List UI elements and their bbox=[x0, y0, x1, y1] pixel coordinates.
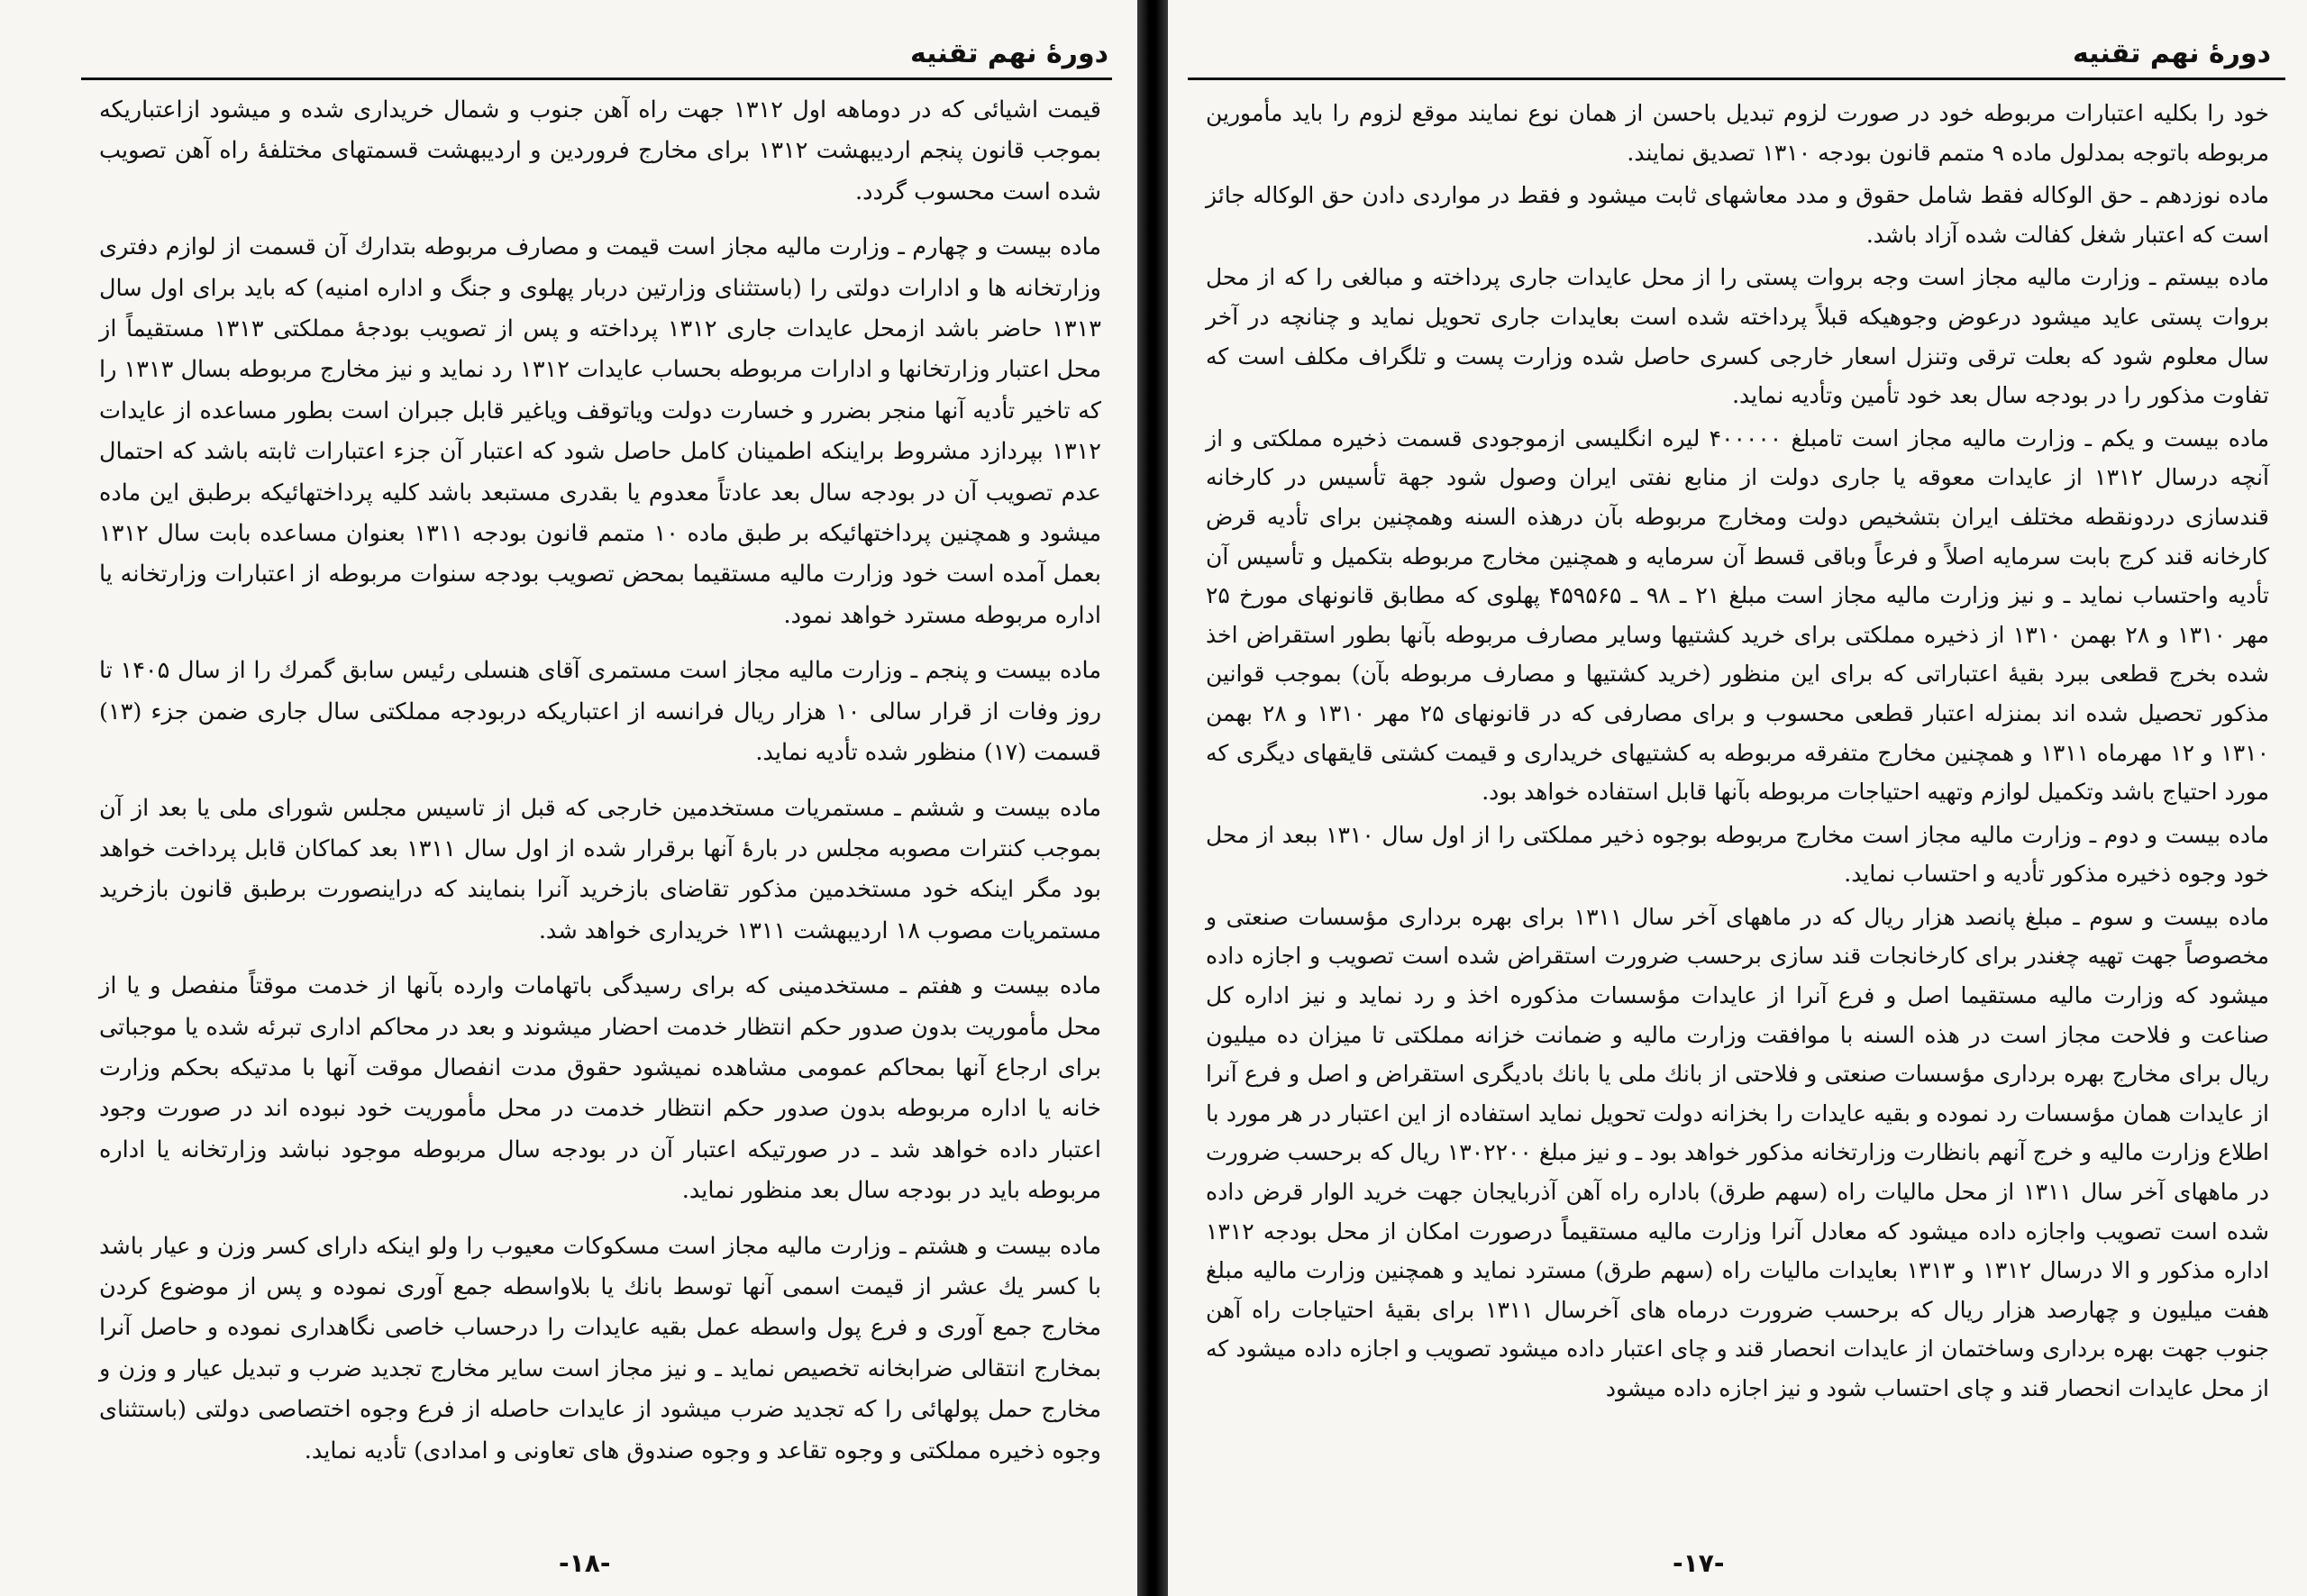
header-rule bbox=[81, 78, 1112, 80]
left-page bbox=[0, 0, 1137, 1596]
body-text bbox=[99, 90, 1101, 1486]
paragraph: ماده بیست و ششم ـ مستمریات مستخدمین خارجی که قبل از تاسیس مجلس شورای ملی یا بعد از آن بموجب کنترات مصوبه مجلس در بارهٔ آنها برقرار شده از اول سال ۱۳۱۱ بعد کماکان قابل پرداخت خواهد بود مگر اینکه خود مستخدمین مذکور تقاضای بازخرید آنرا بنمایند که دراینصورت برطبق قانون بازخرید مستمریات مصوب ۱۸ اردیبهشت ۱۳۱۱ خریداری خواهد شد. bbox=[99, 794, 1101, 944]
body-text bbox=[1206, 94, 2269, 1412]
paragraph: ماده بیست و چهارم ـ وزارت مالیه مجاز است قیمت و مصارف مربوطه بتدارك آن قسمت از لوازم دفتری وزارتخانه ها و ادارات دولتی را (باستثنای وزارتین دربار پهلوی و جنگ و اداره امنیه) که باید برای اول سال ۱۳۱۳ حاضر باشد ازمحل عایدات جاری ۱۳۱۲ پرداخته و پس از تصویب بودجهٔ مملکتی ۱۳۱۳ مستقیماً از محل اعتبار وزارتخانها و ادارات مربوطه بحساب عایدات ۱۳۱۲ رد نماید و نیز مخارج مربوطه بسال ۱۳۱۳ را که تاخیر تأدیه آنها منجر بضرر و خسارت دولت ویاتوقف ویاغیر قابل جبران است بطور مساعده از عایدات ۱۳۱۲ بپردازد مشروط براینکه اطمینان کامل حاصل شود که اعتبار آن جزء اعتبارات ثابته باشد که احتمال عدم تصویب آن در بودجه سال بعد عادتاً معدوم یا بقدری مستبعد باشد کلیه پرداختهائیکه برطبق این ماده میشود و همچنین پرداختهائیکه بر طبق ماده ۱۰ متمم قانون بودجه ۱۳۱۱ بعنوان مساعده بابت سال ۱۳۱۲ بعمل آمده است خود وزارت مالیه مستقیما بمحض تصویب بودجه سنوات مربوطه از اعتبارات وزارتخانه یا اداره مربوطه مسترد خواهد نمود. bbox=[99, 233, 1102, 629]
paragraph: ماده بیست و هفتم ـ مستخدمینی که برای رسیدگی باتهامات وارده بآنها از خدمت موقتاً منفصل و یا از محل مأموریت بدون صدور حکم انتظار خدمت احضار میشوند و بعد در محاکم اداری تبرئه شده یا موجباتی برای ارجاع آنها بمحاکم عمومی مشاهده نمیشود حقوق مدت انفصال موقت آنها با مدتیکه بحکم وزارت خانه یا اداره مربوطه بدون صدور حکم انتظار خدمت در محل مأموریت خود نبوده اند در صورت وجود اعتبار داده خواهد شد ـ در صورتیکه اعتبار آن در بودجه سال مربوطه موجود نباشد وزارتخانه یا اداره مربوطه باید در بودجه سال بعد منظور نماید. bbox=[99, 972, 1101, 1205]
header-rule bbox=[1188, 78, 2285, 80]
running-head: دورهٔ نهم تقنیه bbox=[2072, 38, 2271, 69]
page-number: -۱۸- bbox=[559, 1548, 611, 1578]
paragraph: ماده بیستم ـ وزارت مالیه مجاز است وجه بروات پستی را از محل عایدات جاری پرداخته و مبالغی را که از محل بروات پستی عاید میشود درعوض وجوهیکه قبلاً پرداخته شده است بعایدات جاری تحویل نماید و چنانچه در آخر سال معلوم شود که بعلت ترقی وتنزل اسعار خارجی کسری حاصل شده وزارت پست و تلگراف مکلف است که تفاوت مذکور را در بودجه سال بعد خود تأمین وتأدیه نماید. bbox=[1206, 264, 2269, 409]
book-gutter bbox=[1137, 0, 1168, 1596]
paragraph: ماده بیست و سوم ـ مبلغ پانصد هزار ریال که در ماههای آخر سال ۱۳۱۱ برای بهره برداری مؤسسات صنعتی و مخصوصاً جهت تهیه چغندر برای کارخانجات قند سازی برحسب ضرورت استقراض شده است تصویب و اجازه داده میشود که وزارت مالیه مستقیما اصل و فرع آنرا از عایدات مؤسسات مذکوره اخذ و رد نماید و نیز اداره کل صناعت و فلاحت مجاز است در هذه السنه با موافقت وزارت مالیه و ضمانت خزانه مملکتی تا میزان ده میلیون ریال برای مخارج بهره برداری مؤسسات صنعتی و فلاحتی از بانك ملی یا بانك بادیگری استقراض و اصل و فرع آنرا از عایدات همان مؤسسات رد نموده و بقیه عایدات را بخزانه دولت تحویل نماید استفاده از این اعتبار در هر مورد با اطلاع وزارت مالیه و خرج آنهم بانظارت وزارتخانه مذکور خواهد بود ـ و نیز مبلغ ۱۳۰۲۲۰۰ ریال که برحسب ضرورت در ماههای آخر سال ۱۳۱۱ از محل مالیات راه (سهم طرق) باداره راه آهن آذربایجان جهت خرید الوار قرض داده شده است تصویب واجازه داده میشود که معادل آنرا وزارت مالیه مستقیماً درصورت امکان از محل بودجه ۱۳۱۲ اداره مذکور و الا درسال ۱۳۱۲ و ۱۳۱۳ بعایدات مالیات راه (سهم طرق) مسترد نماید و همچنین وزارت مالیه مبلغ هفت میلیون و چهارصد هزار ریال که برحسب ضرورت درماه های آخرسال ۱۳۱۱ برای بقیهٔ احتیاجات راه آهن جنوب جهت بهره برداری وساختمان از عایدات انحصار قند و چای اعتبار داده میشود تصویب و اجازه داده میشود که از محل عایدات انحصار قند و چای احتساب شود و نیز اجازه داده میشود bbox=[1206, 903, 2270, 1401]
paragraph: ماده بیست و یکم ـ وزارت مالیه مجاز است تامبلغ ۴۰۰۰۰۰ لیره انگلیسی ازموجودی قسمت ذخیره مملکتی و از آنچه درسال ۱۳۱۲ از عایدات معوقه یا جاری دولت از منابع نفتی ایران وصول شود جهة تأسیس در کارخانه قندسازی دردونقطه مختلف ایران بتشخیص دولت ومخارج مربوطه بآن درهذه السنه وهمچنین برای تأدیه قرض کارخانه قند کرج بابت سرمایه اصلاً و فرعاً وباقی قسط آن سرمایه و همچنین مخارج مربوطه بتکمیل و تأسیس آن تأدیه واحتساب نماید ـ و نیز وزارت مالیه مجاز است مبلغ ۲۱ ـ ۹۸ ـ ۴۵۹۵۶۵ پهلوی که مطابق قانونهای مورخ ۲۵ مهر ۱۳۱۰ و ۲۸ بهمن ۱۳۱۰ از ذخیره مملکتی برای خرید کشتیها وسایر مصارف مربوطه بآنها بطور استقراض اخذ شده بخرج قطعی ببرد بقیهٔ اعتباراتی که برای این منظور (خرید کشتیها و مصارف مربوطه بآن) بموجب قوانین مذکور تحصیل شده اند بمنزله اعتبار قطعی محسوب و برای مصارفی که در قانونهای ۲۵ مهر ۱۳۱۰ و ۲۸ بهمن ۱۳۱۰ و ۱۲ مهرماه ۱۳۱۱ و همچنین مخارج متفرقه مربوطه به کشتیهای خریداری و قیمت کشتی قایقهای دیگری که مورد احتیاج باشد وتکمیل لوازم وتهیه احتیاجات مربوطه بآنها قابل استفاده خواهد بود. bbox=[1206, 424, 2270, 806]
right-page bbox=[1168, 0, 2307, 1596]
paragraph: ماده بیست و هشتم ـ وزارت مالیه مجاز است مسکوکات معیوب را ولو اینکه دارای کسر وزن و عیار باشد با کسر یك عشر از قیمت اسمی آنها توسط بانك یا بلاواسطه جمع آوری نموده و پس از موضوع کردن مخارج جمع آوری و فرع پول واسطه عمل بقیه عایدات را درحساب خاصی نگاهداری نموده و حاصل آنرا بمخارج انتقالی ضرابخانه تخصیص نماید ـ و نیز مجاز است سایر مخارج تجدید ضرب و تبدیل عیار و وزن و مخارج حمل پولهائی را که تجدید ضرب میشود از عایدات حاصله از فرع وجوه اختصاصی دولتی (باستثنای وجوه ذخیره مملکتی و وجوه تقاعد و وجوه صندوق های تعاونی و امدادی) تأدیه نماید. bbox=[99, 1232, 1101, 1464]
paragraph: ماده بیست و دوم ـ وزارت مالیه مجاز است مخارج مربوطه بوجوه ذخیر مملکتی را از اول سال ۱۳۱۰ ببعد از محل خود وجوه ذخیره مذکور تأدیه و احتساب نماید. bbox=[1206, 821, 2269, 888]
paragraph: قیمت اشیائی که در دوماهه اول ۱۳۱۲ جهت راه آهن جنوب و شمال خریداری شده و میشود ازاعتباریکه بموجب قانون پنجم اردیبهشت ۱۳۱۲ برای مخارج فروردین و اردیبهشت قسمتهای مختلفهٔ راه آهن تصویب شده است محسوب گردد. bbox=[99, 96, 1101, 205]
paragraph: خود را بکلیه اعتبارات مربوطه خود در صورت لزوم تبدیل باحسن از همان نوع نمایند موقع لزوم را باید مأمورین مربوطه باتوجه بمدلول ماده ۹ متمم قانون بودجه ۱۳۱۰ تصدیق نمایند. bbox=[1206, 100, 2269, 166]
page-number: -۱۷- bbox=[1673, 1548, 1725, 1578]
paragraph: ماده بیست و پنجم ـ وزارت مالیه مجاز است مستمری آقای هنسلی رئیس سابق گمرك را از سال ۱۴۰۵ تا روز وفات از قرار سالی ۱۰ هزار ریال فرانسه از اعتباریکه دربودجه مملکتی سال جاری ضمن جزء (۱۳) قسمت (۱۷) منظور شده تأدیه نماید. bbox=[99, 657, 1102, 767]
running-head: دورهٔ نهم تقنیه bbox=[909, 38, 1108, 69]
paragraph: ماده نوزدهم ـ حق الوکاله فقط شامل حقوق و مدد معاشهای ثابت میشود و فقط در مواردی دادن حق الوکاله جائز است که اعتبار شغل کفالت شده آزاد باشد. bbox=[1206, 182, 2269, 248]
